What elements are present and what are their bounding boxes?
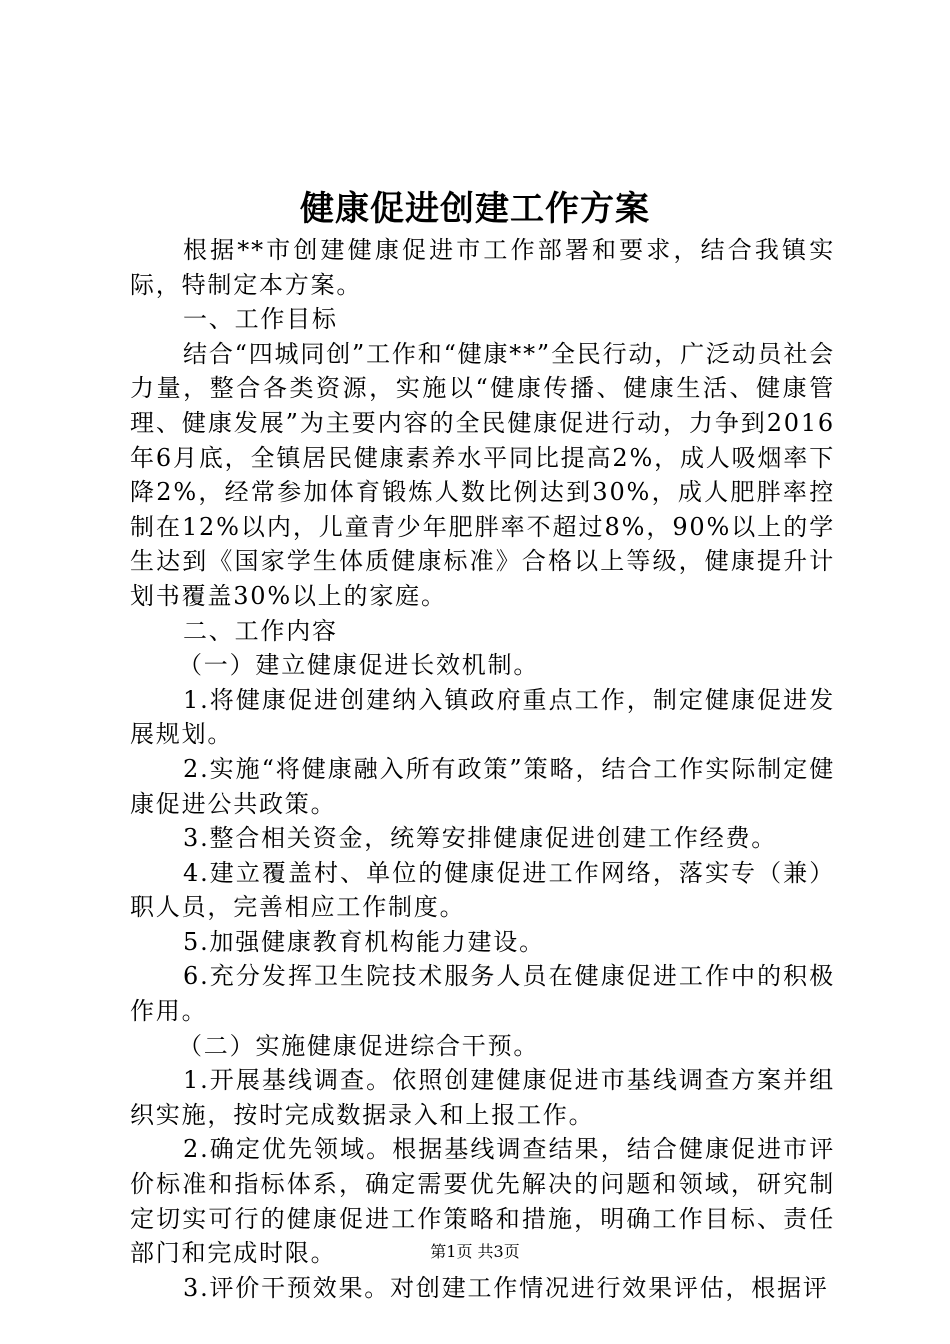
paragraph-work-goals: 结合“四城同创”工作和“健康**”全民行动，广泛动员社会力量，整合各类资源，实施以“健康传播、健康生活、健康管理、健康发展”为主要内容的全民健康促进行动，力争到2016年6月底，全镇居民健康素养水平同比提高2%，成人吸烟率下降2%，经常参加体育锻炼人数比例达到30%，成人肥胖率控制在12%以内，儿童青少年肥胖率不超过8%，90%以上的学生达到《国家学生体质健康标准》合格以上等级，健康提升计划书覆盖30%以上的家庭。 (130, 339, 835, 610)
list-item-mechanism-3: 3.整合相关资金，统筹安排健康促进创建工作经费。 (183, 824, 778, 853)
heading-work-goals: 一、工作目标 (183, 305, 338, 334)
list-item-intervention-2: 2.确定优先领域。根据基线调查结果，结合健康促进市评价标准和指标体系，确定需要优先解决的问题和领域，研究制定切实可行的健康促进工作策略和措施，明确工作目标、责任部门和完成时限。 (130, 1135, 835, 1268)
page-footer: 第1页 共3页 (430, 1242, 520, 1261)
list-item-mechanism-5: 5.加强健康教育机构能力建设。 (183, 927, 545, 956)
list-item-intervention-1: 1.开展基线调查。依照创建健康促进市基线调查方案并组织实施，按时完成数据录入和上报工作。 (130, 1066, 835, 1129)
heading-work-content: 二、工作内容 (183, 616, 338, 645)
subheading-intervention: （二）实施健康促进综合干预。 (178, 1031, 540, 1060)
list-item-intervention-3: 3.评价干预效果。对创建工作情况进行效果评估，根据评 (183, 1273, 829, 1302)
list-item-mechanism-2: 2.实施“将健康融入所有政策”策略，结合工作实际制定健康促进公共政策。 (130, 754, 835, 818)
list-item-mechanism-1: 1.将健康促进创建纳入镇政府重点工作，制定健康促进发展规划。 (130, 685, 835, 749)
document-body (130, 233, 835, 1305)
document-title: 健康促进创建工作方案 (300, 189, 650, 229)
list-item-mechanism-6: 6.充分发挥卫生院技术服务人员在健康促进工作中的积极作用。 (130, 962, 835, 1026)
subheading-mechanism: （一）建立健康促进长效机制。 (178, 651, 540, 680)
paragraph-intro: 根据**市创建健康促进市工作部署和要求，结合我镇实际，特制定本方案。 (130, 236, 835, 299)
list-item-mechanism-4: 4.建立覆盖村、单位的健康促进工作网络，落实专（兼）职人员，完善相应工作制度。 (130, 858, 835, 922)
